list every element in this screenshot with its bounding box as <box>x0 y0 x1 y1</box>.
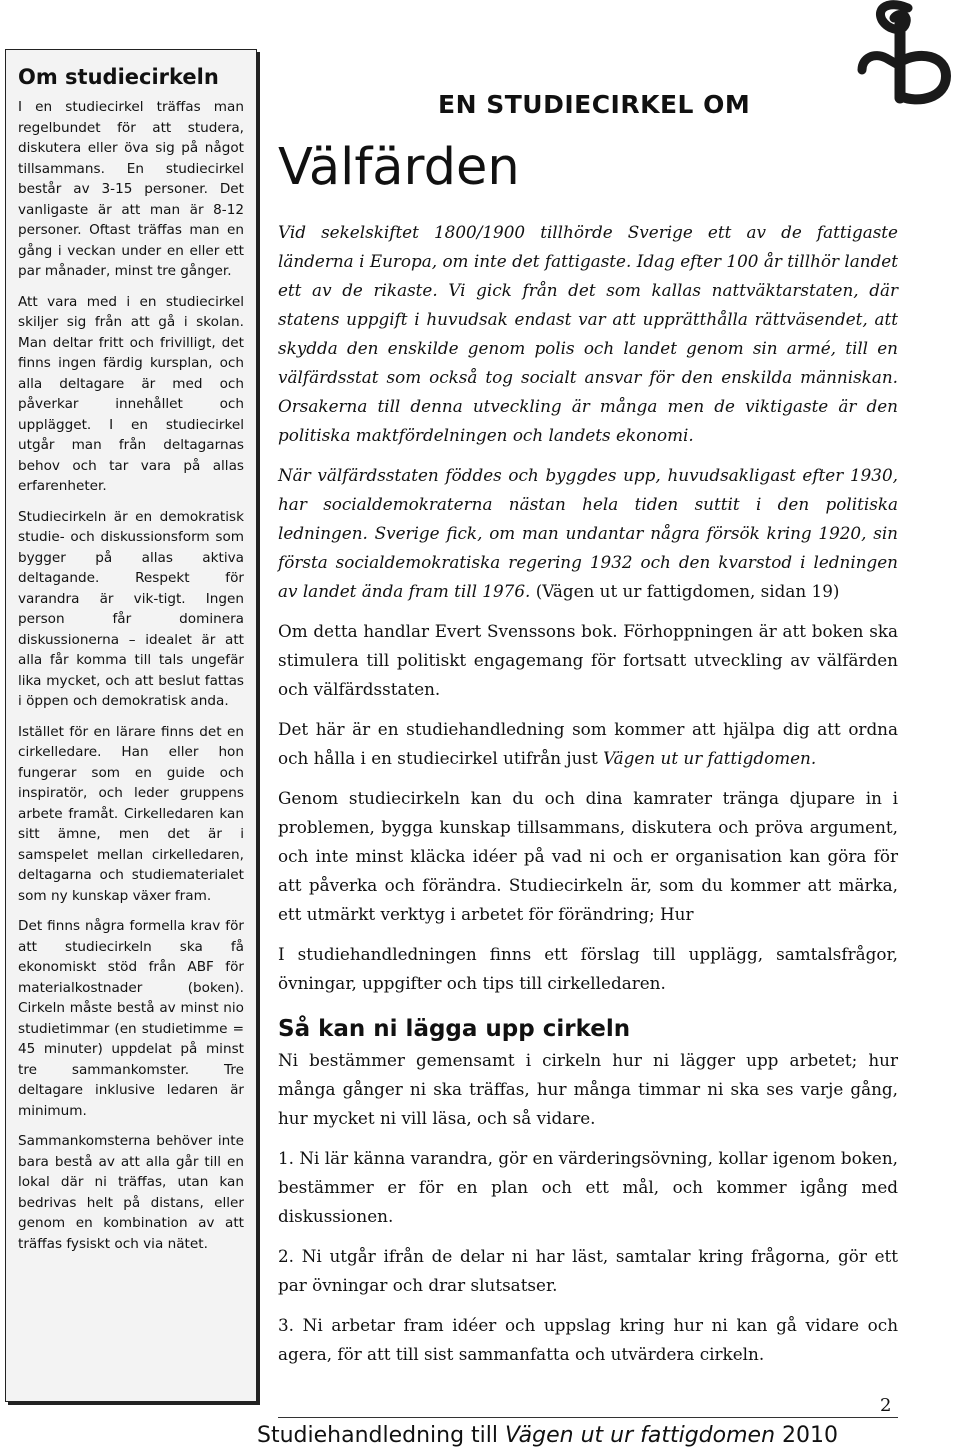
sidebar-paragraph: Istället för en lärare finns det en cirkelledare. Han eller hon fungerar som en guide och inspiratör, och leder gruppens arbete framåt. Cirkelledaren kan sitt ämne, men det är i samspelet mellan cirkelledaren, deltagarna och studiematerialet som ny kunskap växer fram. <box>18 723 244 904</box>
page-title: Välfärden <box>278 138 520 197</box>
page-kicker: EN STUDIECIRKEL OM <box>438 90 751 119</box>
section-heading: Så kan ni lägga upp cirkeln <box>278 1016 631 1042</box>
footer-year: 2010 <box>775 1423 838 1448</box>
quote-source: (Vägen ut ur fattigdomen, sidan 19) <box>530 581 840 601</box>
sidebar-paragraph: I en studiecirkel träffas man regelbundet för att studera, diskutera eller öva sig på något tillsammans. En studiecirkel består av 3-15 personer. Det vanligaste är att man är 8-12 personer. Oftast träffas man en gång i veckan under en eller ett par månader, minst tre gånger. <box>18 99 244 279</box>
intro-quote-text: När välfärdsstaten föddes och byggdes upp, huvudsakligast efter 1930, har socialdemokraterna nästan hela tiden suttit i den politiska ledningen. Sverige fick, om man undantar några försök kring 1920, sin första socialdemokratiska regering 1932 och den kvarstod i ledningen av landet ända fram till 1976. <box>278 465 898 601</box>
abf-logo-icon <box>848 0 958 120</box>
intro-quote <box>278 461 898 606</box>
sidebar-title: Om studiecirkeln <box>18 65 219 89</box>
step-item: 1. Ni lär känna varandra, gör en värderingsövning, kollar igenom boken, bestämmer er för en plan och ett mål, och kommer igång med diskussionen. <box>278 1148 898 1226</box>
footer-divider <box>278 1417 898 1418</box>
footer-prefix: Studiehandledning till <box>257 1423 506 1448</box>
step-item: 3. Ni arbetar fram idéer och uppslag kring hur ni kan gå vidare och agera, för att till sist sammanfatta och utvärdera cirkeln. <box>278 1315 898 1364</box>
step-item: 2. Ni utgår ifrån de delar ni har läst, samtalar kring frågorna, gör ett par övningar och drar slutsatser. <box>278 1246 898 1295</box>
sidebar-paragraph: Det finns några formella krav för att studiecirkeln ska få ekonomiskt stöd från ABF för materialkostnader (boken). Cirkeln måste bestå av minst nio studietimmar (en studietimme = 45 minuter) uppdelat på minst tre sammankomster. Tre deltagare inklusive ledaren är minimum. <box>18 918 244 1119</box>
book-title-inline: Vägen ut ur fattigdomen. <box>603 748 817 768</box>
article-body <box>278 218 898 1380</box>
sidebar-box <box>5 49 257 1402</box>
paragraph-group: Genom studiecirkeln kan du och dina kamrater tränga djupare in i problemen, bygga kunskap tillsammans, diskutera och pröva argument, och inte minst kläcka idéer på vad ni och er organisation kan göra för att påverka och förändra. Studiecirkeln är, som du kommer att märka, ett utmärkt verktyg i arbetet för förändring; Hur <box>278 788 898 924</box>
page-number: 2 <box>880 1395 892 1416</box>
paragraph-guide <box>278 715 898 773</box>
sidebar-paragraph: Att vara med i en studiecirkel skiljer sig från att gå i skolan. Man deltar fritt och frivilligt, det finns ingen färdig kursplan, och alla deltagare är med och påverkar innehållet och upplägget. I en studiecirkel utgår man från deltagarnas behov och tar vara på allas erfarenheter. <box>18 293 244 494</box>
paragraph-book: Om detta handlar Evert Svenssons bok. Förhoppningen är att boken ska stimulera till politiskt engagemang för fortsatt utveckling av välfärden och välfärdsstaten. <box>278 621 898 699</box>
sidebar-paragraph: Studiecirkeln är en demokratisk studie- och diskussionsform som bygger på allas aktiva deltagande. Respekt för varandra är vik-tigt. Ingen person får dominera diskussionerna – idealet är att alla får komma till tals ungefär lika mycket, och att beslut fattas i öppen och demokratisk anda. <box>18 508 244 709</box>
paragraph-contents: I studiehandledningen finns ett förslag till upplägg, samtalsfrågor, övningar, uppgifter och tips till cirkelledaren. <box>278 944 898 993</box>
page-footer <box>0 1422 960 1450</box>
intro-quote <box>278 218 898 450</box>
sidebar-paragraph: Sammankomsterna behöver inte bara bestå av att alla går till en lokal där ni träffas, utan kan bedrivas helt på distans, eller genom en kombination av att träffas fysiskt och via nätet. <box>18 1133 244 1252</box>
intro-quote-text: Vid sekelskiftet 1800/1900 tillhörde Sverige ett av de fattigaste länderna i Europa, om inte det fattigaste. Idag efter 100 år tillhör landet ett av de rikaste. Vi gick från det som kallas nattväktarstaten, där statens uppgift i huvudsak endast var att upprätthålla rättväsendet, att skydda den enskilde genom polis och landet genom sin armé, till en välfärdsstat som också tog socialt ansvar för den enskilda människan. Orsakerna till denna utveckling är många men de viktigaste är den politiska maktfördelningen och landets ekonomi. <box>278 222 898 445</box>
paragraph-guide-text: Det här är en studiehandledning som kommer att hjälpa dig att ordna och hålla i en studiecirkel utifrån just <box>278 719 898 768</box>
paragraph-plan: Ni bestämmer gemensamt i cirkeln hur ni lägger upp arbetet; hur många gånger ni ska träffas, hur många timmar ni ska ses varje gång, hur mycket ni vill läsa, och så vidare. <box>278 1050 898 1128</box>
footer-book-title: Vägen ut ur fattigdomen <box>505 1423 776 1448</box>
